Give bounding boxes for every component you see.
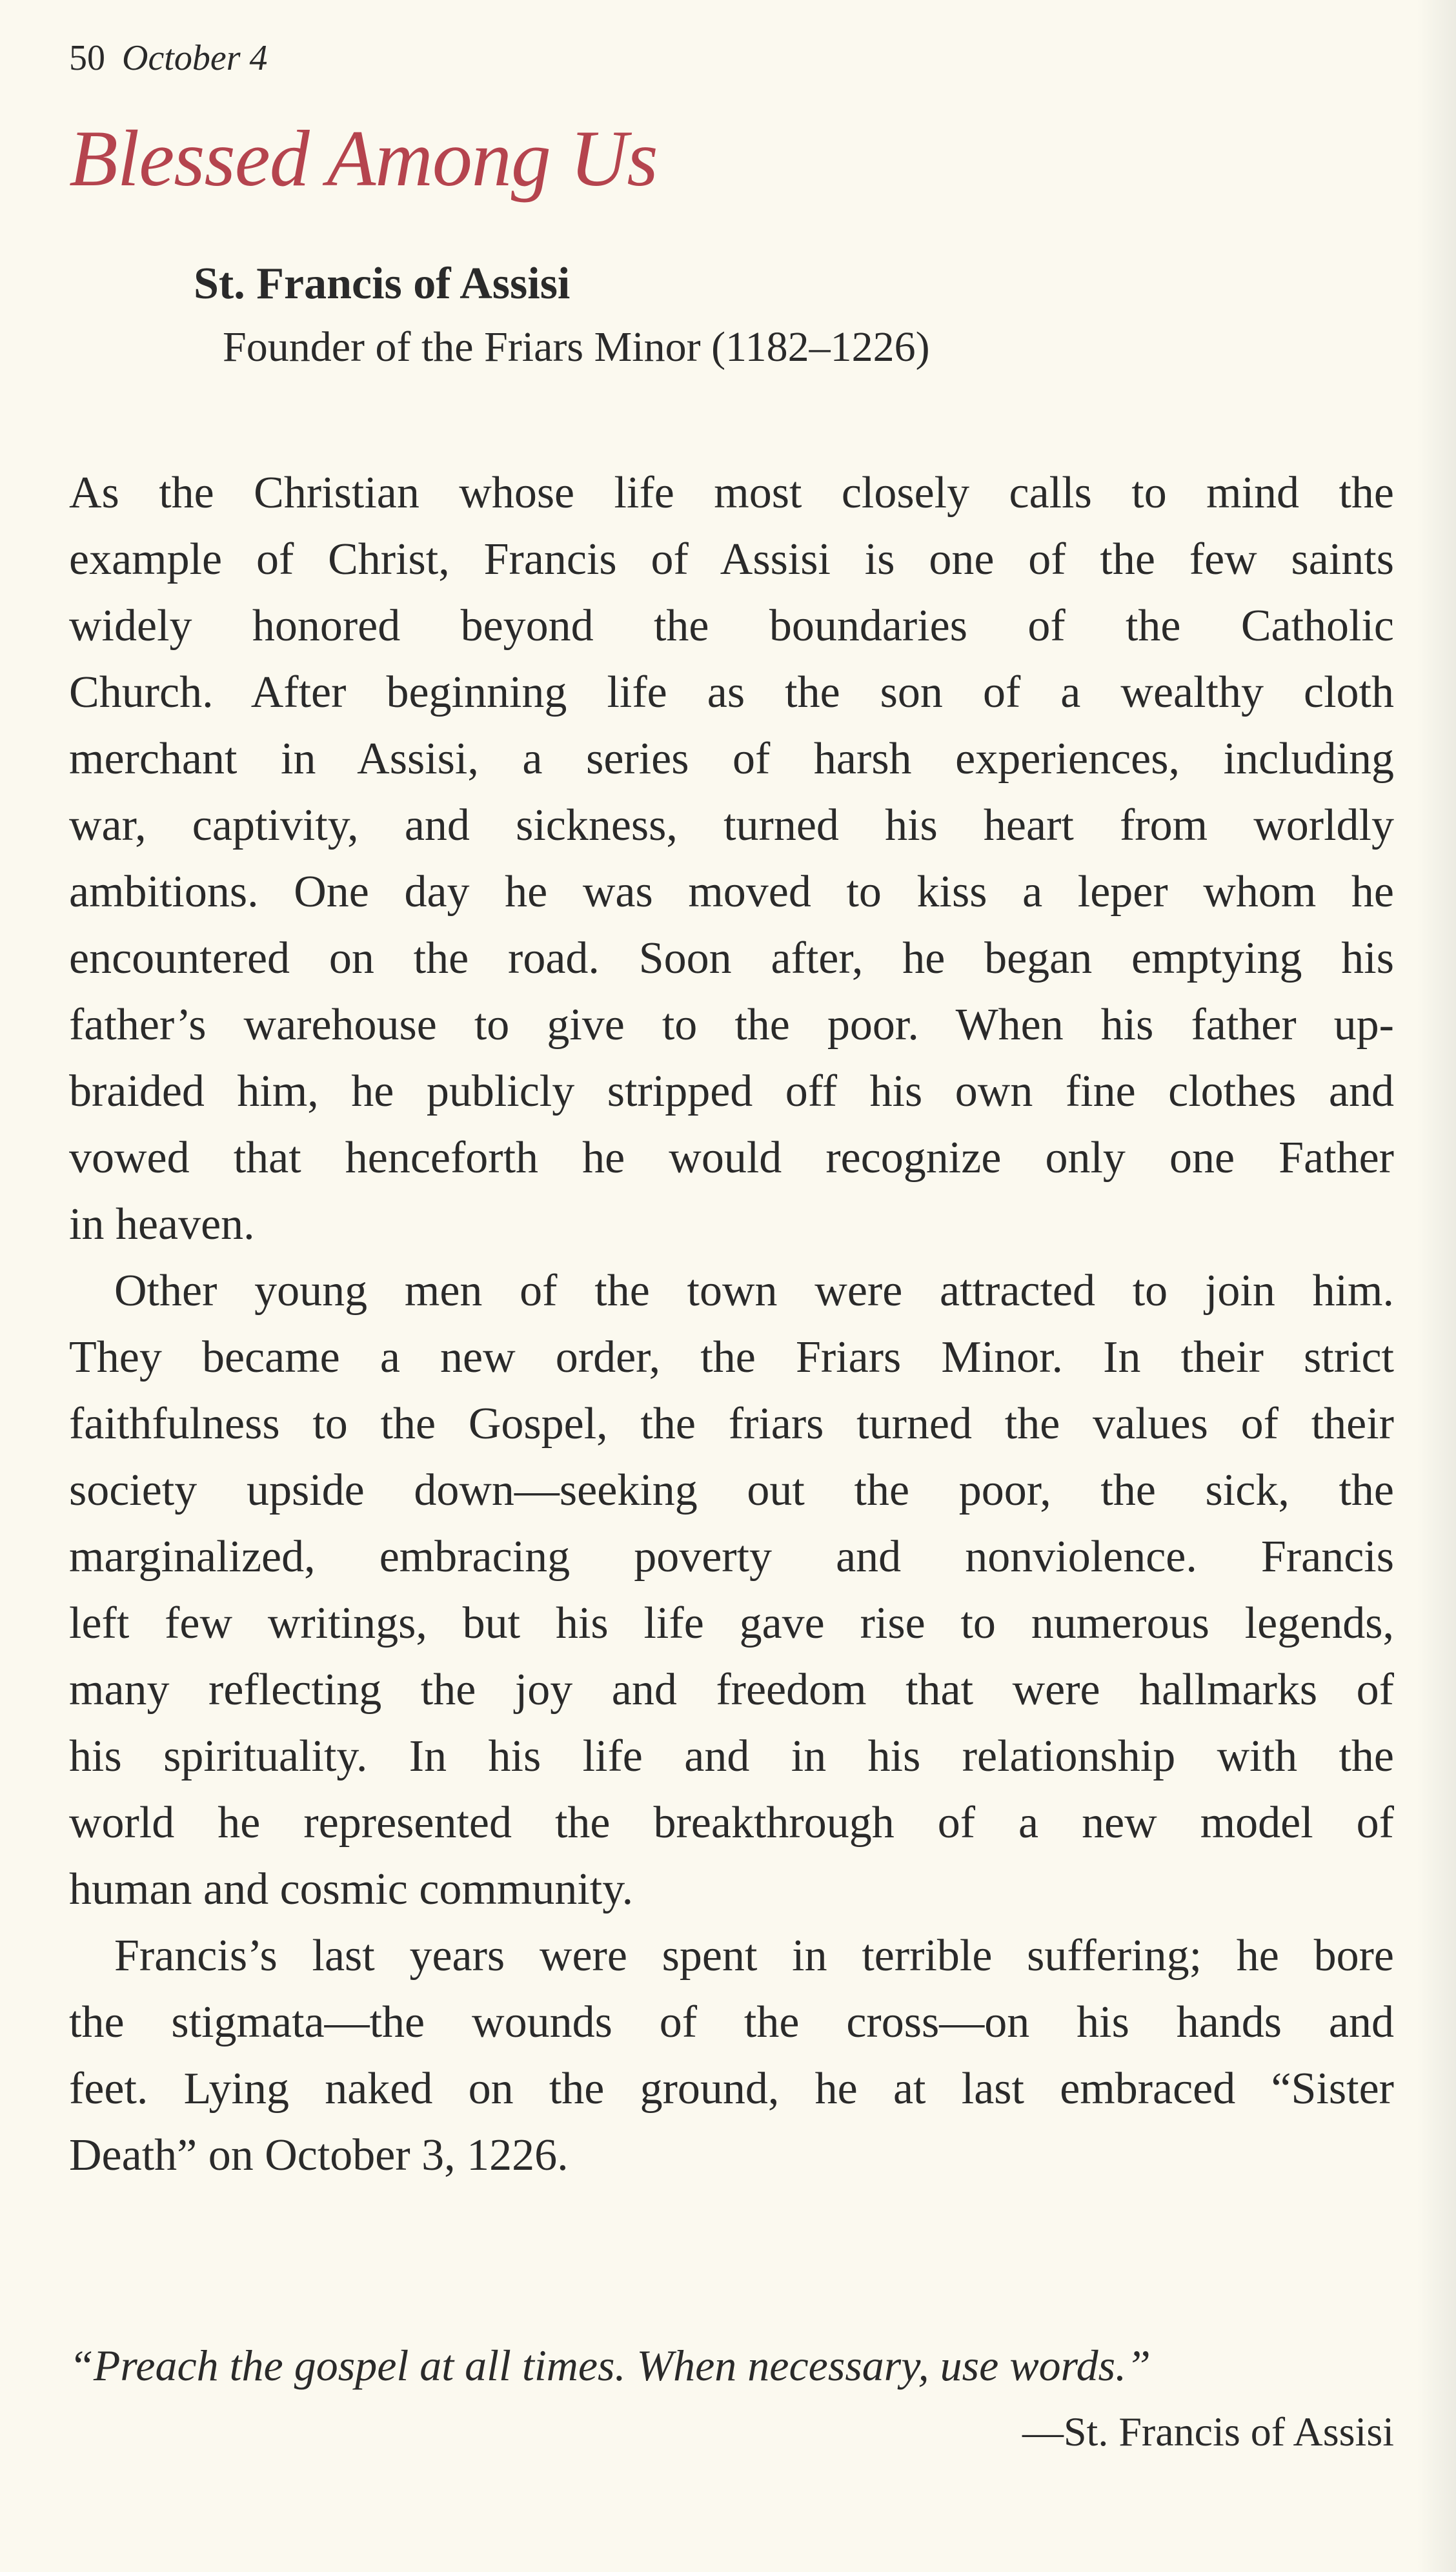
page-number: 50 xyxy=(69,38,105,78)
text-line: Death” on October 3, 1226. xyxy=(69,2130,569,2180)
header-date: October 4 xyxy=(122,38,268,78)
text-line: his spirituality. In his life and in his relationship with the xyxy=(69,1731,1394,1781)
text-line: war, captivity, and sickness, turned his heart from worldly xyxy=(69,801,1394,850)
quote-attribution: —St. Francis of Assisi xyxy=(1022,2409,1394,2455)
text-line: society upside down—seeking out the poor, the sick, the xyxy=(69,1465,1394,1515)
running-header xyxy=(69,37,268,79)
section-title: Blessed Among Us xyxy=(69,114,658,203)
text-line: marginalized, embracing poverty and nonviolence. Francis xyxy=(69,1532,1394,1582)
text-line: many reflecting the joy and freedom that were hallmarks of xyxy=(69,1665,1394,1715)
text-line: As the Christian whose life most closely calls to mind the xyxy=(69,468,1394,518)
text-line: Francis’s last years were spent in terrible suffering; he bore xyxy=(114,1931,1394,1981)
text-line: human and cosmic community. xyxy=(69,1864,634,1914)
text-line: They became a new order, the Friars Minor. In their strict xyxy=(69,1332,1394,1382)
text-line: vowed that henceforth he would recognize only one Father xyxy=(69,1133,1394,1183)
text-line: the stigmata—the wounds of the cross—on his hands and xyxy=(69,1997,1394,2047)
text-line: father’s warehouse to give to the poor. When his father up- xyxy=(69,1000,1394,1050)
quote-text: “Preach the gospel at all times. When necessary, use words.” xyxy=(69,2341,1151,2390)
text-line: merchant in Assisi, a series of harsh experiences, including xyxy=(69,734,1394,784)
text-line: left few writings, but his life gave rise to numerous legends, xyxy=(69,1598,1394,1648)
text-line: Church. After beginning life as the son of a wealthy cloth xyxy=(69,668,1394,717)
text-line: feet. Lying naked on the ground, he at last embraced “Sister xyxy=(69,2064,1394,2114)
paragraph xyxy=(69,460,1394,1258)
paragraph xyxy=(69,1258,1394,1923)
page-gutter-shadow xyxy=(1417,0,1456,2572)
text-line: encountered on the road. Soon after, he began emptying his xyxy=(69,934,1394,983)
paragraph xyxy=(69,1923,1394,2189)
text-line: world he represented the breakthrough of a new model of xyxy=(69,1798,1394,1848)
text-line: widely honored beyond the boundaries of the Catholic xyxy=(69,601,1394,651)
saint-name: St. Francis of Assisi xyxy=(194,259,571,309)
text-line: example of Christ, Francis of Assisi is one of the few saints xyxy=(69,535,1394,584)
text-line: braided him, he publicly stripped off his own fine clothes and xyxy=(69,1067,1394,1116)
body-text xyxy=(69,460,1394,2189)
text-line: in heaven. xyxy=(69,1199,255,1249)
text-line: faithfulness to the Gospel, the friars turned the values of their xyxy=(69,1399,1394,1449)
text-line: ambitions. One day he was moved to kiss a leper whom he xyxy=(69,867,1394,917)
text-line: Other young men of the town were attracted to join him. xyxy=(114,1266,1394,1316)
saint-description: Founder of the Friars Minor (1182–1226) xyxy=(223,323,930,371)
